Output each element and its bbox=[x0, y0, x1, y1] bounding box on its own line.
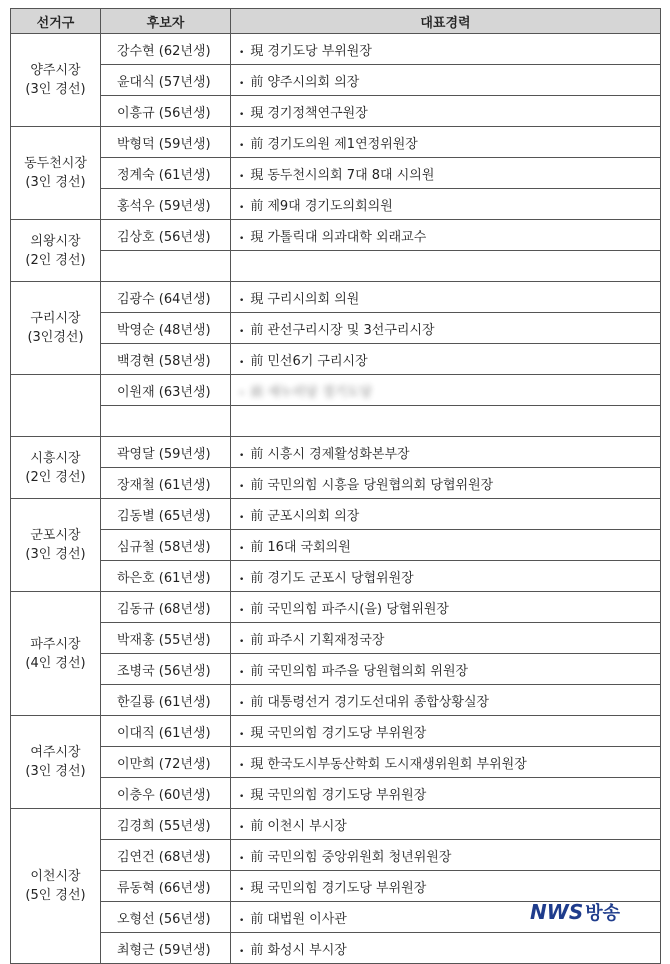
table-row bbox=[11, 375, 661, 406]
career-cell bbox=[231, 251, 661, 282]
logo-brand: NWS bbox=[530, 900, 584, 924]
career-cell bbox=[231, 561, 661, 592]
candidate-cell bbox=[101, 406, 231, 437]
career-cell bbox=[231, 313, 661, 344]
header-row bbox=[11, 9, 661, 34]
bullet-icon: • bbox=[239, 202, 245, 213]
career-prefix: 現 bbox=[250, 167, 264, 183]
candidate-cell: 류동혁 (66년생) bbox=[101, 871, 231, 902]
candidate-cell: 김연건 (68년생) bbox=[101, 840, 231, 871]
bullet-icon: • bbox=[239, 791, 245, 802]
bullet-icon: • bbox=[239, 47, 245, 58]
region-name: 의왕시장 bbox=[30, 233, 81, 249]
career-text: 군포시의회 의장 bbox=[267, 508, 360, 524]
table-row bbox=[11, 220, 661, 251]
candidate-cell: 이충우 (60년생) bbox=[101, 778, 231, 809]
candidate-cell: 김경희 (55년생) bbox=[101, 809, 231, 840]
bullet-icon: • bbox=[239, 78, 245, 89]
candidate-cell: 곽영달 (59년생) bbox=[101, 437, 231, 468]
candidate-cell: 최형근 (59년생) bbox=[101, 933, 231, 964]
bullet-icon: • bbox=[239, 605, 245, 616]
career-text: 한국도시부동산학회 도시재생위원회 부위원장 bbox=[267, 756, 527, 772]
career-text: 국민의힘 시흥을 당원협의회 당협위원장 bbox=[267, 477, 494, 493]
bullet-icon: • bbox=[239, 326, 245, 337]
region-cell bbox=[11, 127, 101, 220]
candidate-cell: 윤대식 (57년생) bbox=[101, 65, 231, 96]
region-cell bbox=[11, 220, 101, 282]
region-note: (4인 경선) bbox=[25, 655, 86, 671]
career-cell bbox=[231, 840, 661, 871]
career-cell bbox=[231, 34, 661, 65]
candidate-cell: 박재홍 (55년생) bbox=[101, 623, 231, 654]
table-row bbox=[11, 344, 661, 375]
candidate-cell: 김광수 (64년생) bbox=[101, 282, 231, 313]
bullet-icon: • bbox=[239, 543, 245, 554]
table-row bbox=[11, 499, 661, 530]
career-cell bbox=[231, 189, 661, 220]
candidate-cell: 강수현 (62년생) bbox=[101, 34, 231, 65]
table-row bbox=[11, 685, 661, 716]
career-cell bbox=[231, 530, 661, 561]
career-prefix: 前 bbox=[250, 632, 264, 648]
career-cell bbox=[231, 127, 661, 158]
bullet-icon: • bbox=[239, 915, 245, 926]
region-cell bbox=[11, 437, 101, 499]
career-text: 국민의힘 경기도당 부위원장 bbox=[267, 880, 427, 896]
career-cell bbox=[231, 406, 661, 437]
career-text: 16대 국회의원 bbox=[267, 539, 351, 555]
career-prefix: 現 bbox=[250, 43, 264, 59]
table-row bbox=[11, 623, 661, 654]
region-note: (2인 경선) bbox=[25, 252, 86, 268]
bullet-icon: • bbox=[239, 140, 245, 151]
header-region: 선거구 bbox=[11, 9, 101, 34]
bullet-icon: • bbox=[239, 884, 245, 895]
bullet-icon: • bbox=[239, 946, 245, 957]
career-text: 민선6기 구리시장 bbox=[267, 353, 368, 369]
career-cell bbox=[231, 933, 661, 964]
table-row bbox=[11, 189, 661, 220]
career-text: 국민의힘 경기도당 부위원장 bbox=[267, 725, 427, 741]
table-body bbox=[11, 34, 661, 964]
candidate-cell: 김동별 (65년생) bbox=[101, 499, 231, 530]
region-cell bbox=[11, 499, 101, 592]
career-prefix: 前 bbox=[250, 74, 264, 90]
bullet-icon: • bbox=[239, 512, 245, 523]
bullet-icon: • bbox=[239, 822, 245, 833]
career-prefix: 前 bbox=[250, 353, 264, 369]
career-prefix: 前 bbox=[250, 384, 264, 400]
table-row bbox=[11, 282, 661, 313]
career-prefix: 前 bbox=[250, 570, 264, 586]
candidate-cell: 이만희 (72년생) bbox=[101, 747, 231, 778]
table-row bbox=[11, 313, 661, 344]
region-name: 군포시장 bbox=[30, 528, 81, 543]
career-text: 이천시 부시장 bbox=[267, 818, 347, 834]
candidate-cell: 김동규 (68년생) bbox=[101, 592, 231, 623]
bullet-icon: • bbox=[239, 388, 245, 399]
career-prefix: 前 bbox=[250, 477, 264, 493]
region-cell bbox=[11, 809, 101, 964]
table-row bbox=[11, 65, 661, 96]
candidate-cell: 장재철 (61년생) bbox=[101, 468, 231, 499]
career-prefix: 前 bbox=[250, 136, 264, 152]
candidate-cell: 김상호 (56년생) bbox=[101, 220, 231, 251]
career-cell bbox=[231, 809, 661, 840]
career-cell bbox=[231, 375, 661, 406]
career-prefix: 前 bbox=[250, 508, 264, 524]
candidate-cell: 백경현 (58년생) bbox=[101, 344, 231, 375]
bullet-icon: • bbox=[239, 109, 245, 120]
career-cell bbox=[231, 65, 661, 96]
table-row bbox=[11, 747, 661, 778]
bullet-icon: • bbox=[239, 729, 245, 740]
career-text: 국민의힘 파주을 당원협의회 위원장 bbox=[267, 663, 469, 679]
career-text: 구리시의회 의원 bbox=[267, 291, 360, 307]
career-cell bbox=[231, 871, 661, 902]
career-cell bbox=[231, 220, 661, 251]
candidate-table bbox=[10, 8, 661, 964]
career-prefix: 前 bbox=[250, 601, 264, 617]
region-note: (2인 경선) bbox=[25, 469, 86, 485]
region-note: (3인 경선) bbox=[25, 547, 86, 562]
candidate-cell: 홍석우 (59년생) bbox=[101, 189, 231, 220]
career-text: 경기도의원 제1연정위원장 bbox=[267, 136, 418, 152]
career-cell bbox=[231, 747, 661, 778]
career-text: 새누리당 경기도당 bbox=[267, 384, 372, 400]
region-cell bbox=[11, 282, 101, 375]
career-cell bbox=[231, 592, 661, 623]
career-text: 관선구리시장 및 3선구리시장 bbox=[267, 322, 435, 338]
candidate-cell: 한길룡 (61년생) bbox=[101, 685, 231, 716]
logo-suffix: 방송 bbox=[585, 903, 620, 924]
career-text: 경기도당 부위원장 bbox=[267, 43, 372, 59]
career-prefix: 前 bbox=[250, 322, 264, 338]
bullet-icon: • bbox=[239, 450, 245, 461]
broadcaster-logo bbox=[530, 899, 620, 925]
career-prefix: 現 bbox=[250, 105, 264, 121]
bullet-icon: • bbox=[239, 295, 245, 306]
career-text: 화성시 부시장 bbox=[267, 942, 347, 958]
career-text: 대법원 이사관 bbox=[267, 911, 347, 927]
candidate-cell: 심규철 (58년생) bbox=[101, 530, 231, 561]
career-text: 국민의힘 파주시(을) 당협위원장 bbox=[267, 601, 449, 617]
career-prefix: 前 bbox=[250, 849, 264, 865]
career-cell bbox=[231, 499, 661, 530]
career-cell bbox=[231, 778, 661, 809]
career-prefix: 前 bbox=[250, 663, 264, 679]
career-cell bbox=[231, 158, 661, 189]
bullet-icon: • bbox=[239, 233, 245, 244]
header-candidate: 후보자 bbox=[101, 9, 231, 34]
region-note: (3인 경선) bbox=[25, 82, 86, 97]
candidate-cell: 조병국 (56년생) bbox=[101, 654, 231, 685]
career-prefix: 前 bbox=[250, 198, 264, 214]
career-text: 제9대 경기도의회의원 bbox=[267, 198, 393, 214]
career-cell bbox=[231, 468, 661, 499]
region-cell bbox=[11, 34, 101, 127]
career-text: 국민의힘 경기도당 부위원장 bbox=[267, 787, 427, 803]
region-note: (3인 경선) bbox=[25, 764, 86, 779]
candidate-cell: 이원재 (63년생) bbox=[101, 375, 231, 406]
region-note: (3인 경선) bbox=[25, 175, 86, 190]
career-prefix: 前 bbox=[250, 694, 264, 710]
region-cell bbox=[11, 592, 101, 716]
career-prefix: 前 bbox=[250, 911, 264, 927]
candidate-cell: 하은호 (61년생) bbox=[101, 561, 231, 592]
table-row bbox=[11, 406, 661, 437]
bullet-icon: • bbox=[239, 481, 245, 492]
region-name: 파주시장 bbox=[30, 636, 81, 652]
table-row bbox=[11, 96, 661, 127]
career-prefix: 前 bbox=[250, 942, 264, 958]
table-row bbox=[11, 251, 661, 282]
table-row bbox=[11, 933, 661, 964]
table-row bbox=[11, 34, 661, 65]
candidate-cell: 박영순 (48년생) bbox=[101, 313, 231, 344]
table-row bbox=[11, 158, 661, 189]
bullet-icon: • bbox=[239, 698, 245, 709]
region-name: 양주시장 bbox=[30, 63, 81, 78]
bullet-icon: • bbox=[239, 636, 245, 647]
bullet-icon: • bbox=[239, 171, 245, 182]
career-text: 대통령선거 경기도선대위 종합상황실장 bbox=[267, 694, 490, 710]
candidate-cell: 정계숙 (61년생) bbox=[101, 158, 231, 189]
table-row bbox=[11, 437, 661, 468]
candidate-cell: 박형덕 (59년생) bbox=[101, 127, 231, 158]
bullet-icon: • bbox=[239, 853, 245, 864]
career-prefix: 現 bbox=[250, 291, 264, 307]
table-row bbox=[11, 530, 661, 561]
career-text: 양주시의회 의장 bbox=[267, 74, 360, 90]
table-row bbox=[11, 468, 661, 499]
career-cell bbox=[231, 96, 661, 127]
table-row bbox=[11, 778, 661, 809]
region-note: (5인 경선) bbox=[25, 888, 86, 903]
region-note: (3인경선) bbox=[27, 330, 84, 345]
career-cell bbox=[231, 282, 661, 313]
career-prefix: 現 bbox=[250, 880, 264, 896]
region-name: 여주시장 bbox=[30, 745, 81, 760]
region-cell bbox=[11, 375, 101, 437]
bullet-icon: • bbox=[239, 574, 245, 585]
career-prefix: 前 bbox=[250, 539, 264, 555]
bullet-icon: • bbox=[239, 667, 245, 678]
career-prefix: 前 bbox=[250, 446, 264, 462]
career-text: 시흥시 경제활성화본부장 bbox=[267, 446, 410, 462]
bullet-icon: • bbox=[239, 357, 245, 368]
table-row bbox=[11, 716, 661, 747]
career-text: 파주시 기획재정국장 bbox=[267, 632, 385, 648]
career-text: 경기정책연구원장 bbox=[267, 105, 368, 121]
region-name: 이천시장 bbox=[30, 869, 81, 884]
career-cell bbox=[231, 685, 661, 716]
career-prefix: 現 bbox=[250, 229, 264, 245]
career-prefix: 現 bbox=[250, 787, 264, 803]
region-name: 동두천시장 bbox=[24, 156, 87, 171]
candidate-cell: 이흥규 (56년생) bbox=[101, 96, 231, 127]
table-row bbox=[11, 127, 661, 158]
career-cell bbox=[231, 344, 661, 375]
region-name: 구리시장 bbox=[30, 311, 81, 326]
table-row bbox=[11, 840, 661, 871]
career-text: 국민의힘 중앙위원회 청년위원장 bbox=[267, 849, 452, 865]
table-row bbox=[11, 592, 661, 623]
career-text: 경기도 군포시 당협위원장 bbox=[267, 570, 414, 586]
candidate-cell: 이대직 (61년생) bbox=[101, 716, 231, 747]
career-cell bbox=[231, 716, 661, 747]
career-prefix: 現 bbox=[250, 756, 264, 772]
header-career: 대표경력 bbox=[231, 9, 661, 34]
region-name: 시흥시장 bbox=[30, 450, 81, 466]
career-text: 가톨릭대 의과대학 외래교수 bbox=[267, 229, 427, 245]
table-row bbox=[11, 809, 661, 840]
career-prefix: 現 bbox=[250, 725, 264, 741]
table-row bbox=[11, 561, 661, 592]
career-cell bbox=[231, 623, 661, 654]
candidate-cell bbox=[101, 251, 231, 282]
career-text: 동두천시의회 7대 8대 시의원 bbox=[267, 167, 435, 183]
table-row bbox=[11, 871, 661, 902]
candidate-cell: 오형선 (56년생) bbox=[101, 902, 231, 933]
career-cell bbox=[231, 437, 661, 468]
bullet-icon: • bbox=[239, 760, 245, 771]
table-row bbox=[11, 654, 661, 685]
career-prefix: 前 bbox=[250, 818, 264, 834]
region-cell bbox=[11, 716, 101, 809]
career-cell bbox=[231, 654, 661, 685]
